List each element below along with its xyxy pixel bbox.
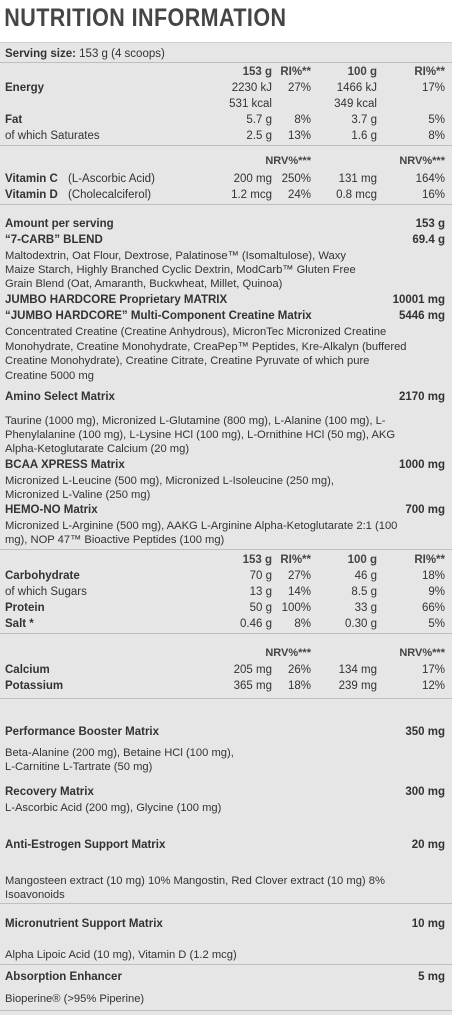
creatine-matrix-row: [0, 308, 452, 324]
table-row: [0, 112, 452, 128]
bcaa-matrix-label: BCAA XPRESS Matrix: [5, 459, 125, 471]
cell-c2: 18%: [287, 680, 311, 692]
table-row: [0, 600, 452, 616]
cell-c4: 17%: [421, 664, 445, 676]
table4-header: [0, 645, 452, 661]
table-row: [0, 96, 452, 112]
cell-c4: 8%: [428, 130, 445, 142]
table-row: [0, 616, 452, 632]
carb-blend-row: [0, 232, 452, 248]
cell-c1: 531 kcal: [229, 98, 272, 110]
table3-header-col2: RI%**: [280, 554, 311, 566]
row-label: Protein: [5, 602, 45, 614]
table4-header-col4: NRV%***: [399, 647, 445, 659]
ingredient-line: Isoavonoids: [5, 889, 65, 901]
hemo-matrix-row: [0, 502, 452, 518]
cell-c4: 5%: [428, 114, 445, 126]
serving-size-label: Serving size:: [5, 48, 76, 60]
cell-c4: 12%: [421, 680, 445, 692]
anti-estrogen-matrix-label: Anti-Estrogen Support Matrix: [5, 839, 166, 851]
cell-c3: 131 mg: [338, 173, 377, 185]
table-row: [0, 584, 452, 600]
cell-c2: 100%: [281, 602, 311, 614]
serving-size-value: 153 g (4 scoops): [79, 48, 165, 60]
table-row: [0, 128, 452, 144]
cell-c1: 200 mg: [233, 173, 272, 185]
cell-c1: 2230 kJ: [231, 82, 272, 94]
ingredient-line: Grain Blend (Oat, Amaranth, Buckwheat, Millet, Quinoa): [5, 278, 283, 290]
ingredient-line: Creatine 5000 mg: [5, 369, 94, 382]
recovery-matrix-value: 300 mg: [405, 786, 445, 798]
table-row: [0, 678, 452, 694]
ingredient-line: Micronized L-Arginine (500 mg), AAKG L-Arginine Alpha-Ketoglutarate 2:1 (100: [5, 520, 398, 532]
ingredient-line: Bioperine® (>95% Piperine): [5, 993, 145, 1005]
table-row: [0, 171, 452, 187]
divider: [0, 145, 452, 146]
table1-header-col1: 153 g: [242, 66, 272, 78]
cell-c2: 24%: [287, 189, 311, 201]
ingredient-line: Micronized L-Leucine (500 mg), Micronized L-Isoleucine (250 mg),: [5, 475, 334, 487]
cell-c4: 17%: [421, 82, 445, 94]
bcaa-matrix-row: [0, 457, 452, 473]
row-label: of which Saturates: [5, 130, 100, 142]
divider: [0, 633, 452, 634]
cell-c3: 1466 kJ: [336, 82, 377, 94]
divider: [0, 903, 452, 904]
cell-c4: 9%: [428, 586, 445, 598]
micronutrient-matrix-label: Micronutrient Support Matrix: [5, 918, 163, 930]
serving-size-row: [0, 46, 452, 62]
cell-c2: 26%: [287, 664, 311, 676]
ingredient-line: Alpha Lipoic Acid (10 mg), Vitamin D (1.2 mcg): [5, 949, 237, 961]
micronutrient-matrix-row: [0, 916, 452, 932]
cell-c3: 46 g: [354, 570, 377, 582]
table2-header: [0, 153, 452, 169]
divider: [0, 62, 452, 63]
cell-c1: 365 mg: [233, 680, 272, 692]
performance-matrix-row: [0, 724, 452, 740]
table1-header-col2: RI%**: [280, 66, 311, 78]
cell-c3: 0.30 g: [345, 618, 377, 630]
divider: [0, 964, 452, 965]
row-label: Fat: [5, 114, 23, 126]
absorption-enhancer-value: 5 mg: [418, 971, 445, 983]
ingredient-line: Beta-Alanine (200 mg), Betaine HCl (100 mg),: [5, 747, 234, 759]
cell-c1: 50 g: [249, 602, 272, 614]
nutrition-panel: [0, 42, 452, 1015]
row-label: Vitamin C: [5, 173, 58, 185]
cell-c3: 0.8 mcg: [336, 189, 377, 201]
cell-c1: 2.5 g: [246, 130, 272, 142]
row-label: of which Sugars: [5, 586, 87, 598]
cell-c4: 5%: [428, 618, 445, 630]
divider: [0, 698, 452, 699]
cell-c2: 8%: [294, 618, 311, 630]
table-row: [0, 187, 452, 203]
cell-c3: 349 kcal: [334, 98, 377, 110]
cell-c4: 18%: [421, 570, 445, 582]
jumbo-matrix-label: JUMBO HARDCORE Proprietary MATRIX: [5, 294, 228, 306]
ingredient-line: Phenylalanine (100 mg), L-Lysine HCl (100 mg), L-Ornithine HCl (50 mg), AKG: [5, 429, 396, 441]
cell-c1: 13 g: [249, 586, 272, 598]
table3-header-col1: 153 g: [242, 554, 272, 566]
divider: [0, 549, 452, 550]
performance-matrix-label: Performance Booster Matrix: [5, 726, 160, 738]
jumbo-matrix-row: [0, 292, 452, 308]
table4-header-col2: NRV%***: [265, 647, 311, 659]
ingredient-line: Taurine (1000 mg), Micronized L-Glutamine (800 mg), L-Alanine (100 mg), L-: [5, 415, 386, 427]
cell-c2: 14%: [287, 586, 311, 598]
ingredient-line: Alpha-Ketoglutarate Calcium (20 mg): [5, 443, 190, 455]
amino-matrix-row: [0, 389, 452, 405]
micronutrient-matrix-value: 10 mg: [411, 918, 445, 930]
cell-c1: 1.2 mcg: [231, 189, 272, 201]
cell-c4: 66%: [421, 602, 445, 614]
cell-c3: 33 g: [354, 602, 377, 614]
amount-per-serving-row: [0, 216, 452, 232]
table3-header-col4: RI%**: [414, 554, 445, 566]
table1-header-col3: 100 g: [347, 66, 377, 78]
cell-c1: 5.7 g: [246, 114, 272, 126]
ingredient-line: Micronized L-Valine (250 mg): [5, 489, 151, 501]
performance-matrix-value: 350 mg: [405, 726, 445, 738]
ingredient-line: L-Carnitine L-Tartrate (50 mg): [5, 761, 153, 773]
row-label: Calcium: [5, 664, 50, 676]
cell-c2: 250%: [281, 173, 311, 185]
amount-per-serving-label: Amount per serving: [5, 218, 114, 230]
cell-c4: 16%: [421, 189, 445, 201]
table3-header-col3: 100 g: [347, 554, 377, 566]
page-title: NUTRITION INFORMATION: [4, 4, 287, 32]
recovery-matrix-label: Recovery Matrix: [5, 786, 94, 798]
table1-header-col4: RI%**: [414, 66, 445, 78]
divider: [0, 1010, 452, 1011]
table1-header: [0, 64, 452, 80]
cell-c2: 8%: [294, 114, 311, 126]
amino-matrix-value: 2170 mg: [398, 391, 445, 403]
jumbo-matrix-value: 10001 mg: [392, 294, 445, 306]
table2-header-col2: NRV%***: [265, 155, 311, 167]
row-label: Potassium: [5, 680, 64, 692]
hemo-matrix-label: HEMO-NO Matrix: [5, 504, 98, 516]
cell-c1: 70 g: [249, 570, 272, 582]
table-row: [0, 80, 452, 96]
ingredient-line: Mangosteen extract (10 mg) 10% Mangostin, Red Clover extract (10 mg) 8%: [5, 875, 385, 887]
absorption-enhancer-row: [0, 969, 452, 985]
ingredient-line: Maltodextrin, Oat Flour, Dextrose, Palatinose™ (Isomaltulose), Waxy: [5, 250, 346, 262]
carb-blend-value: 69.4 g: [412, 234, 445, 246]
absorption-enhancer-label: Absorption Enhancer: [5, 971, 122, 983]
cell-c2: 27%: [287, 82, 311, 94]
carb-blend-label: “7-CARB” BLEND: [5, 234, 103, 246]
cell-c2: 13%: [287, 130, 311, 142]
recovery-matrix-row: [0, 784, 452, 800]
table3-header: [0, 552, 452, 568]
amino-matrix-label: Amino Select Matrix: [5, 391, 115, 403]
ingredient-line: Monohydrate, Creatine Monohydrate, CreaPep™ Peptides, Kre-Alkalyn (buffered: [5, 340, 407, 353]
cell-c3: 3.7 g: [351, 114, 377, 126]
ingredient-line: Creatine Monohydrate), Creatine Citrate, Creatine Pyruvate of which pure: [5, 355, 370, 367]
row-label: Salt *: [5, 618, 34, 630]
anti-estrogen-matrix-row: [0, 837, 452, 853]
cell-c2: 27%: [287, 570, 311, 582]
cell-c1: 205 mg: [233, 664, 272, 676]
row-label: Carbohydrate: [5, 570, 80, 582]
cell-c4: 164%: [415, 173, 445, 185]
table2-header-col4: NRV%***: [399, 155, 445, 167]
cell-c3: 134 mg: [338, 664, 377, 676]
cell-c3: 1.6 g: [351, 130, 377, 142]
row-sublabel: (Cholecalciferol): [68, 189, 152, 201]
anti-estrogen-matrix-value: 20 mg: [411, 839, 445, 851]
ingredient-line: L-Ascorbic Acid (200 mg), Glycine (100 mg): [5, 802, 222, 814]
cell-c1: 0.46 g: [240, 618, 272, 630]
creatine-matrix-label: “JUMBO HARDCORE” Multi-Component Creatine Matrix: [5, 310, 312, 322]
table-row: [0, 568, 452, 584]
table-row: [0, 662, 452, 678]
divider: [0, 204, 452, 205]
creatine-matrix-value: 5446 mg: [398, 310, 445, 322]
ingredient-line: mg), NOP 47™ Bioactive Peptides (100 mg): [5, 534, 225, 546]
cell-c3: 239 mg: [338, 680, 377, 692]
bcaa-matrix-value: 1000 mg: [398, 459, 445, 471]
row-sublabel: (L-Ascorbic Acid): [68, 173, 155, 185]
hemo-matrix-value: 700 mg: [405, 504, 445, 516]
row-label: Vitamin D: [5, 189, 58, 201]
ingredient-line: Concentrated Creatine (Creatine Anhydrous), MicronTec Micronized Creatine: [5, 326, 387, 338]
cell-c3: 8.5 g: [351, 586, 377, 598]
ingredient-line: Maize Starch, Highly Branched Cyclic Dextrin, ModCarb™ Gluten Free: [5, 264, 356, 276]
row-label: Energy: [5, 82, 44, 94]
amount-per-serving-value: 153 g: [415, 218, 445, 230]
